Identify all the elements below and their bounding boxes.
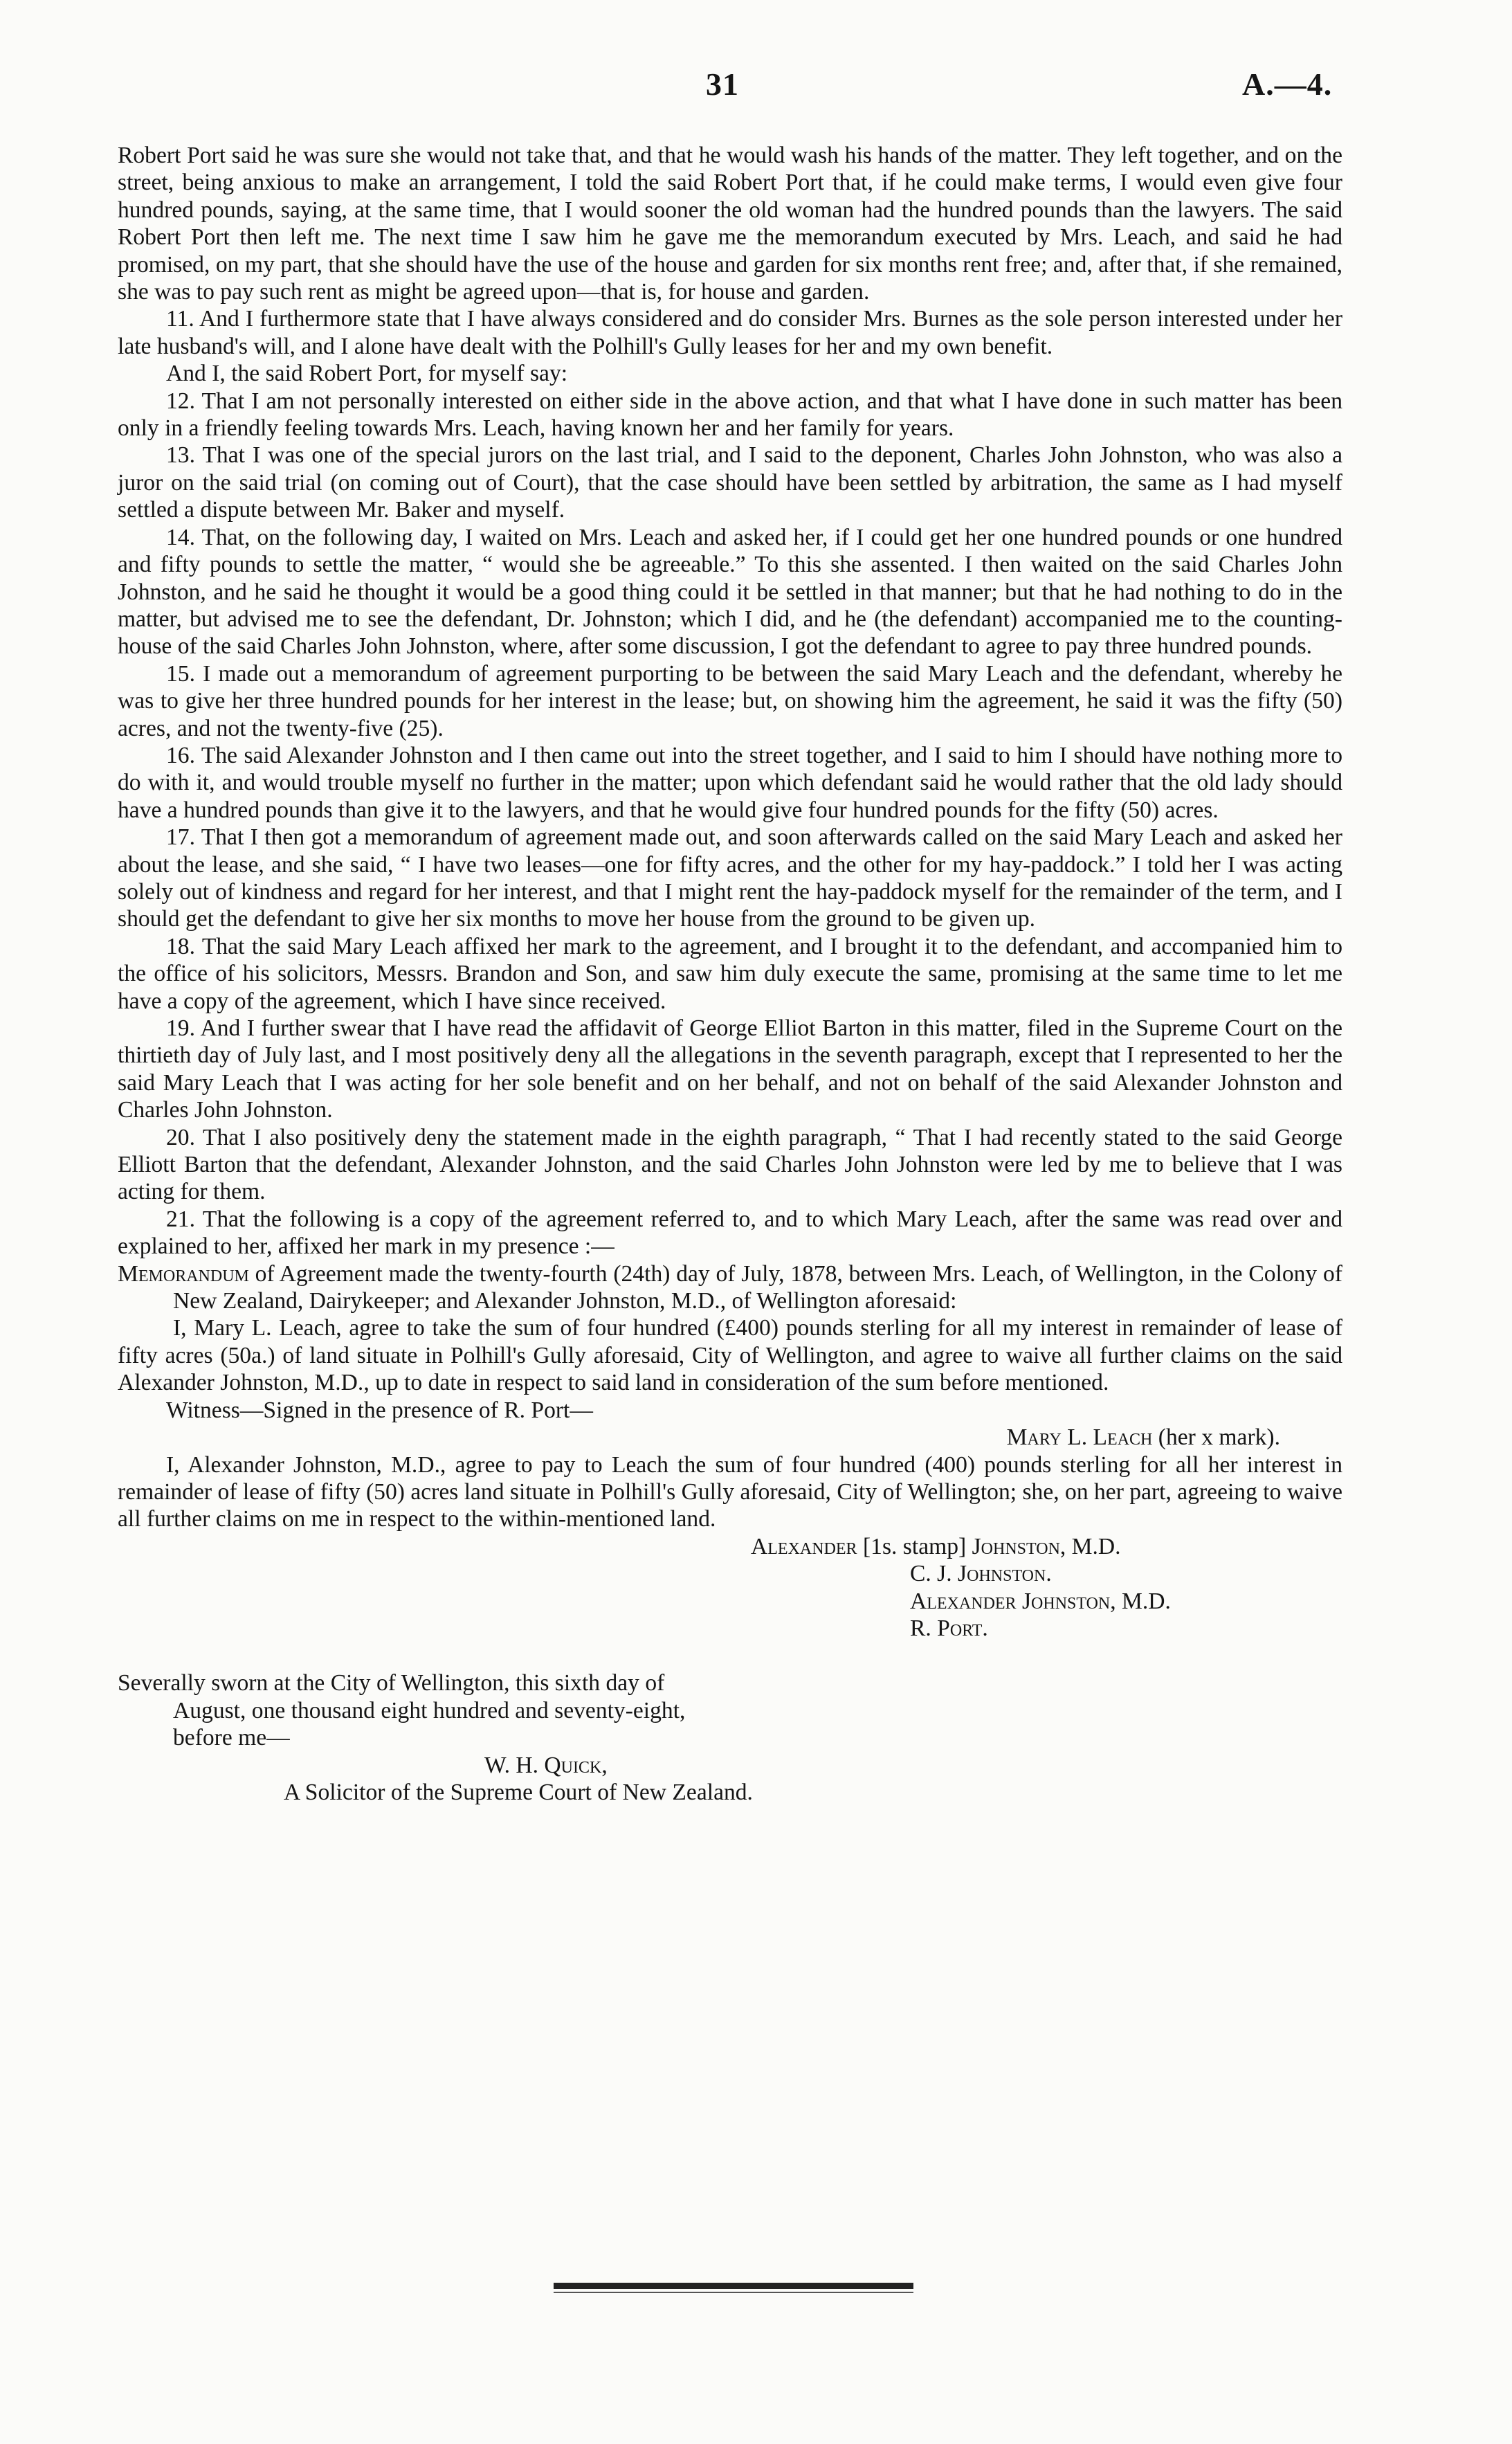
end-rule bbox=[554, 2283, 913, 2289]
leach-name: Mary L. Leach bbox=[1006, 1424, 1153, 1451]
paragraph-13: 13. That I was one of the special jurors on the last trial, and I said to the deponent, Charles John Johnston, who was also a juror on the said trial (on coming out of Court), that the case should have been settled by arbitration, the same as I had myself settled a dispute between Mr. Baker and myself. bbox=[118, 442, 1342, 523]
memorandum-heading bbox=[118, 1260, 1342, 1315]
paragraph-19: 19. And I further swear that I have read the affidavit of George Elliot Barton in this matter, filed in the Supreme Court on the thirtieth day of July last, and I most positively deny all the allegations in the seventh paragraph, except that I represented to her the said Mary Leach that I was acting for her sole benefit and on her behalf, and not on behalf of the said Alexander Johnston and Charles John Johnston. bbox=[118, 1015, 1342, 1123]
memorandum-heading-text: of Agreement made the twenty-fourth (24th) day of July, 1878, between Mrs. Leach, of Wellington, in the Colony of New Zealand, Dairykeeper; and Alexander Johnston, M.D., of Wellington aforesaid: bbox=[173, 1260, 1342, 1314]
jurat-line-2: August, one thousand eight hundred and seventy-eight, bbox=[173, 1697, 686, 1723]
paragraph-11: 11. And I furthermore state that I have always considered and do consider Mrs. Burnes as the sole person interested under her late husband's will, and I alone have dealt with the Polhill's Gully leases for her and my own benefit. bbox=[118, 306, 1342, 359]
signature-block bbox=[751, 1533, 1342, 1642]
leach-mark: (her x mark). bbox=[1152, 1424, 1280, 1451]
jurat-line-1: Severally sworn at the City of Wellington, this sixth day of bbox=[118, 1670, 665, 1696]
solicitor-name: W. H. Quick, bbox=[484, 1752, 608, 1778]
paragraph-12: 12. That I am not personally interested on either side in the above action, and that what I have done in such matter has been only in a friendly feeling towards Mrs. Leach, having known her and her family for years. bbox=[118, 388, 1342, 442]
document-code: A.—4. bbox=[1242, 66, 1333, 102]
paragraph-20: 20. That I also positively deny the statement made in the eighth paragraph, “ That I had recently stated to the said George Elliott Barton that the defendant, Alexander Johnston, and the said Charles John Johnston were led by me to believe that I was acting for them. bbox=[118, 1124, 1342, 1205]
paragraph-18: 18. That the said Mary Leach affixed her mark to the agreement, and I brought it to the defendant, and accompanied him to the office of his solicitors, Messrs. Brandon and Son, and saw him duly execute the same, promising at the same time to let me have a copy of the agreement, which I have since received. bbox=[118, 933, 1342, 1014]
signature-first-name: Alexander bbox=[751, 1533, 857, 1559]
paragraph-21: 21. That the following is a copy of the agreement referred to, and to which Mary Leach, after the same was read over and explained to her, affixed her mark in my presence :— bbox=[118, 1206, 1342, 1260]
paragraph-15: 15. I made out a memorandum of agreement purporting to be between the said Mary Leach and the defendant, whereby he was to give her three hundred pounds for her interest in the lease; but, on showing him the agreement, he said it was the fifty (50) acres, and not the twenty-five (25). bbox=[118, 660, 1342, 741]
signature-johnston-stamped bbox=[751, 1533, 1342, 1560]
signature-cj-johnston: C. J. Johnston. bbox=[910, 1561, 1052, 1587]
signature-surname: Johnston, M.D. bbox=[972, 1533, 1121, 1559]
memorandum-body: I, Mary L. Leach, agree to take the sum of four hundred (£400) pounds sterling for all my interest in remainder of lease of fifty acres (50a.) of land situate in Polhill's Gully aforesaid, City of Wellington, and agree to waive all further claims on the said Alexander Johnston, M.D., up to date in respect to said land in consideration of the sum before mentioned. bbox=[118, 1315, 1342, 1396]
jurat-line-3: before me— bbox=[173, 1725, 290, 1751]
end-rule-thin bbox=[554, 2292, 913, 2293]
johnston-agreement: I, Alexander Johnston, M.D., agree to pay to Leach the sum of four hundred (400) pounds sterling for all her interest in remainder of lease of fifty (50) acres land situate in Polhill's Gully aforesaid, City of Wellington; she, on her part, agreeing to waive all further claims on me in respect to the within-mentioned land. bbox=[118, 1451, 1342, 1532]
signature-alexander-johnston: Alexander Johnston, M.D. bbox=[910, 1588, 1171, 1614]
paragraph-14: 14. That, on the following day, I waited on Mrs. Leach and asked her, if I could get her one hundred pounds or one hundred and fifty pounds to settle the matter, “ would she be agreeable.” To this she assented. I then waited on the said Charles John Johnston, and he said he thought it would be a good thing could it be settled in that manner; but that he had nothing to do in the matter, but advised me to see the defendant, Dr. Johnston; which I did, and he (the defendant) accompanied me to the counting-house of the said Charles John Johnston, where, after some discussion, I got the defendant to agree to pay three hundred pounds. bbox=[118, 524, 1342, 660]
page-body bbox=[118, 142, 1342, 1806]
paragraph-16: 16. The said Alexander Johnston and I then came out into the street together, and I said to him I should have nothing more to do with it, and would trouble myself no further in the matter; upon which defendant said he would rather that the old lady should have a hundred pounds than give it to the lawyers, and that he would give four hundred pounds for the fifty (50) acres. bbox=[118, 742, 1342, 823]
witness-line: Witness—Signed in the presence of R. Port— bbox=[166, 1397, 593, 1423]
paragraph-continuation: Robert Port said he was sure she would not take that, and that he would wash his hands of the matter. They left together, and on the street, being anxious to make an arrangement, I told the said Robert Port that, if he could make terms, I would even give four hundred pounds, saying, at the same time, that I would sooner the old woman had the hundred pounds than the lawyers. The said Robert Port then left me. The next time I saw him he gave me the memorandum executed by Mrs. Leach, and said he had promised, on my part, that she should have the use of the house and garden for six months rent free; and, after that, if she remained, she was to pay such rent as might be agreed upon—that is, for house and garden. bbox=[118, 143, 1342, 305]
leach-signature bbox=[118, 1424, 1342, 1451]
memorandum-word: Memorandum bbox=[118, 1260, 249, 1287]
jurat bbox=[118, 1669, 913, 1806]
paragraph-17: 17. That I then got a memorandum of agreement made out, and soon afterwards called on the said Mary Leach and asked her about the lease, and she said, “ I have two leases—one for fifty acres, and the other for my hay-paddock.” I told her I was acting solely out of kindness and regard for her interest, and that I might rent the hay-paddock myself for the remainder of the term, and I should get the defendant to give her six months to move her house from the ground to be given up. bbox=[118, 824, 1342, 932]
solicitor-title: A Solicitor of the Supreme Court of New Zealand. bbox=[284, 1779, 753, 1805]
page-number: 31 bbox=[706, 66, 739, 102]
stamp-note: [1s. stamp] bbox=[857, 1533, 972, 1559]
port-intro: And I, the said Robert Port, for myself say: bbox=[166, 361, 568, 387]
signature-r-port: R. Port. bbox=[910, 1615, 988, 1641]
